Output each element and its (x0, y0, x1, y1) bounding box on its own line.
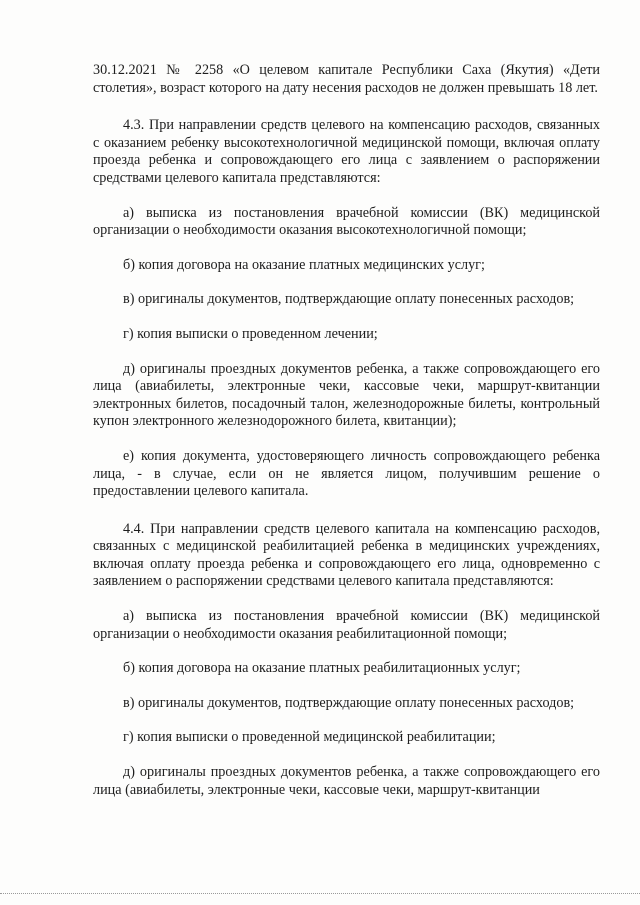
scan-edge-line (0, 893, 640, 894)
list-item-4-3-g: г) копия выписки о проведенном лечении; (123, 325, 378, 342)
list-item-4-3-e: е) копия документа, удостоверяющего личность сопровождающего ребенка лица, - в случае, если он не является лицом, получившим решение о предоставлении целевого капитала. (93, 447, 600, 500)
list-item-4-3-v: в) оригиналы документов, подтверждающие оплату понесенных расходов; (123, 291, 575, 308)
paragraph-4-3: 4.3. При направлении средств целевого на компенсацию расходов, связанных с оказанием ребенку высокотехнологичной медицинской помощи, включая оплату проезда ребенка и сопровождающего его лица с заявлением о распоряжении средствами целевого капитала представляются: (93, 117, 600, 186)
paragraph-4-4: 4.4. При направлении средств целевого капитала на компенсацию расходов, связанных с медицинской реабилитацией ребенка в медицинских учреждениях, включая оплату проезда ребенка и сопровождающего его лица, одновременно с заявлением о распоряжении средствами целевого капитала представляются: (93, 520, 600, 590)
paragraph-continuation: 30.12.2021 № 2258 «О целевом капитале Республики Саха (Якутия) «Дети столетия», возраст которого на дату несения расходов не должен превышать 18 лет. (93, 62, 600, 96)
list-item-4-3-d: д) оригиналы проездных документов ребенка, а также сопровождающего его лица (авиабилеты, электронные чеки, кассовые чеки, маршрут-квитанции электронных билетов, посадочный талон, железнодорожные билеты, контрольный купон электронного железнодорожного билета, квитанции); (93, 360, 600, 430)
list-item-4-4-d: д) оригиналы проездных документов ребенка, а также сопровождающего его лица (авиабилеты, электронные чеки, кассовые чеки, маршрут-квитанции (93, 764, 600, 798)
list-item-4-4-b: б) копия договора на оказание платных реабилитационных услуг; (123, 660, 521, 677)
list-item-4-4-a: а) выписка из постановления врачебной комиссии (ВК) медицинской организации о необходимости оказания реабилитационной помощи; (93, 608, 600, 642)
document-body (93, 62, 600, 799)
list-item-4-4-g: г) копия выписки о проведенной медицинской реабилитации; (123, 729, 496, 746)
list-item-4-4-v: в) оригиналы документов, подтверждающие оплату понесенных расходов; (123, 694, 575, 711)
list-item-4-3-a: а) выписка из постановления врачебной комиссии (ВК) медицинской организации о необходимости оказания высокотехнологичной помощи; (93, 204, 600, 239)
list-item-4-3-b: б) копия договора на оказание платных медицинских услуг; (123, 256, 485, 273)
